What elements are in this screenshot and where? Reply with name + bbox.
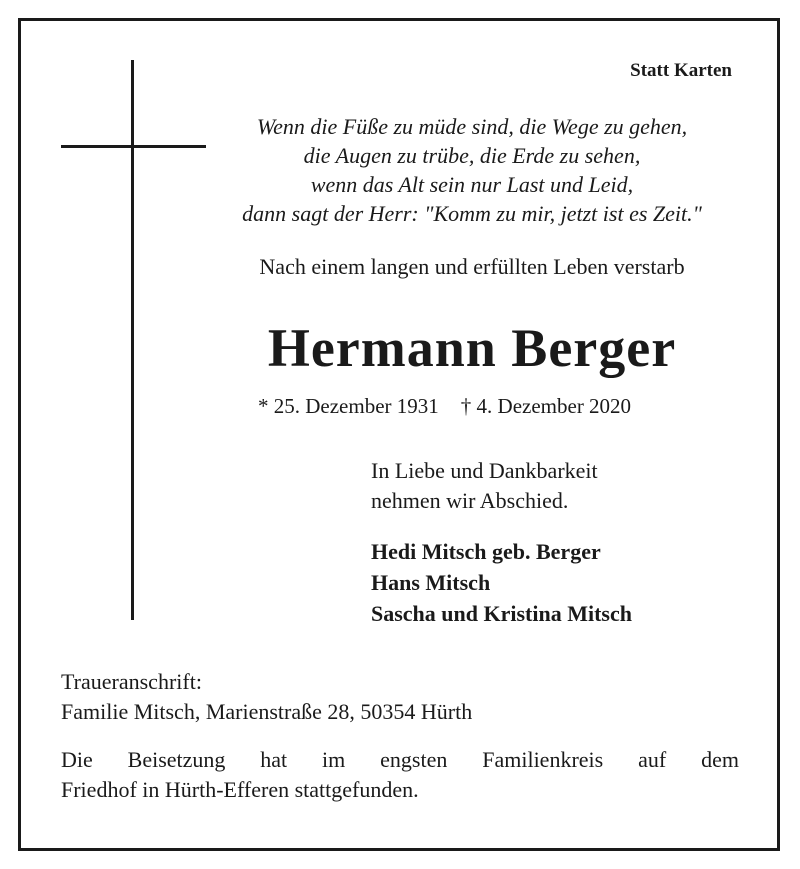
poem-line: wenn das Alt sein nur Last und Leid, [310, 172, 634, 197]
burial-word: im [322, 747, 346, 772]
farewell-line: In Liebe und Dankbarkeit [371, 458, 598, 483]
burial-word: auf [638, 747, 667, 772]
poem-line: die Augen zu trübe, die Erde zu sehen, [303, 143, 641, 168]
farewell-text [371, 456, 598, 516]
burial-word: Familienkreis [482, 747, 604, 772]
cross-icon-vertical [131, 60, 134, 620]
burial-line-1 [61, 745, 739, 775]
family-member: Sascha und Kristina Mitsch [371, 601, 632, 626]
burial-word: Beisetzung [127, 747, 226, 772]
burial-word: dem [701, 747, 739, 772]
address-label: Traueranschrift: [61, 669, 202, 694]
farewell-line: nehmen wir Abschied. [371, 488, 569, 513]
statt-karten-label: Statt Karten [630, 60, 732, 81]
deceased-name: Hermann Berger [267, 318, 677, 378]
mourning-address [61, 667, 472, 727]
family-member: Hans Mitsch [371, 570, 491, 595]
address-value: Familie Mitsch, Marienstraße 28, 50354 Hürth [61, 699, 473, 724]
family-names [371, 536, 632, 629]
poem [200, 112, 744, 228]
family-member: Hedi Mitsch geb. Berger [371, 539, 601, 564]
burial-word: Die [61, 747, 93, 772]
burial-notice [61, 745, 739, 805]
burial-word: hat [260, 747, 288, 772]
cross-icon-horizontal [61, 145, 206, 148]
burial-line-2: Friedhof in Hürth-Efferen stattgefunden. [61, 777, 419, 802]
life-dates [258, 394, 631, 419]
death-date: † 4. Dezember 2020 [460, 394, 632, 418]
poem-line: Wenn die Füße zu müde sind, die Wege zu gehen, [256, 114, 688, 139]
birth-date: * 25. Dezember 1931 [258, 394, 439, 418]
poem-line: dann sagt der Herr: "Komm zu mir, jetzt ist es Zeit." [242, 201, 702, 226]
intro-text: Nach einem langen und erfüllten Leben verstarb [259, 254, 685, 279]
burial-word: engsten [380, 747, 448, 772]
